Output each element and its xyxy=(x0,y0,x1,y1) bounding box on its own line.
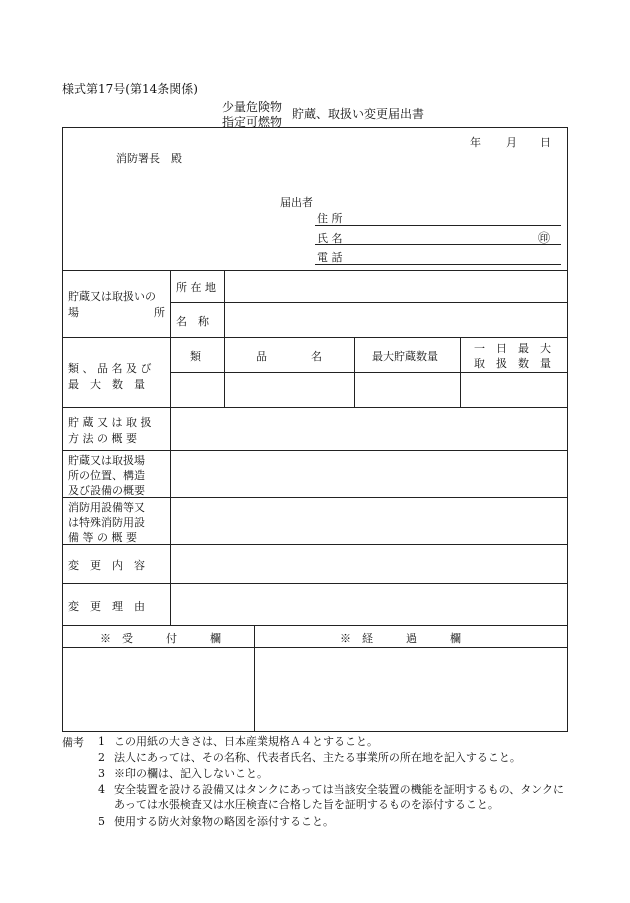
location-heading: 貯蔵又は取扱いの xyxy=(68,290,156,303)
note-item xyxy=(62,766,572,782)
title-line-1: 少量危険物 xyxy=(222,100,283,114)
form-number: 様式第17号(第14条関係) xyxy=(62,82,198,96)
table-column-divider xyxy=(224,337,225,407)
note-item xyxy=(62,814,572,830)
footer-column-divider xyxy=(254,625,255,732)
seal-mark: ㊞ xyxy=(538,231,551,245)
note-text: ※印の欄は、記入しないこと。 xyxy=(114,767,268,780)
column-header-daily-max-1: 一 日 最 大 xyxy=(474,342,551,355)
note-text: この用紙の大きさは、日本産業規格Ａ４とすること。 xyxy=(114,735,378,748)
notifier-label: 届出者 xyxy=(280,196,313,209)
addressee: 消防署長 殿 xyxy=(116,152,182,165)
progress-column-header: ※ 経 過 欄 xyxy=(340,632,461,645)
row-divider xyxy=(62,625,568,626)
name-row-label: 名 称 xyxy=(176,315,209,328)
row-divider xyxy=(170,372,568,373)
facility-label-line-1: 貯蔵又は取扱場 xyxy=(68,454,145,467)
facility-label-line-2: 所の位置、構造 xyxy=(68,469,145,482)
date-month: 月 xyxy=(506,136,517,149)
row-divider xyxy=(62,544,568,545)
row-divider xyxy=(62,450,568,451)
table-column-divider xyxy=(460,337,461,407)
note-item xyxy=(62,750,572,766)
name-label: 氏 名 xyxy=(317,232,343,245)
row-divider xyxy=(62,647,568,648)
address-label: 住 所 xyxy=(317,212,343,225)
note-item xyxy=(62,734,572,750)
note-item xyxy=(62,782,572,814)
row-divider xyxy=(62,270,568,271)
name-line xyxy=(315,244,561,245)
sub-label-divider xyxy=(224,270,225,337)
table-column-divider xyxy=(354,337,355,407)
note-text: 使用する防火対象物の略図を添付すること。 xyxy=(114,815,334,828)
column-header-max-storage: 最大貯蔵数量 xyxy=(372,350,438,363)
notes-heading: 備考 xyxy=(62,736,84,749)
change-reason-label: 変 更 理 由 xyxy=(68,600,145,613)
date-day: 日 xyxy=(540,136,551,149)
row-divider xyxy=(170,302,568,303)
method-label-line-2: 方 法 の 概 要 xyxy=(68,432,137,445)
reception-column-header: ※ 受 付 欄 xyxy=(100,632,221,645)
note-number: 1 xyxy=(98,735,105,748)
phone-line xyxy=(315,264,561,265)
date-year: 年 xyxy=(470,136,481,149)
fire-equipment-label-line-1: 消防用設備等又 xyxy=(68,501,145,514)
row-divider xyxy=(62,337,568,338)
location-heading-char-2: 所 xyxy=(154,306,165,319)
fire-equipment-label-line-3: 備 等 の 概 要 xyxy=(68,531,137,544)
fire-equipment-label-line-2: は特殊消防用設 xyxy=(68,516,145,529)
phone-label: 電 話 xyxy=(317,251,343,264)
address-line xyxy=(315,225,561,226)
change-content-label: 変 更 内 容 xyxy=(68,559,145,572)
address-row-label: 所 在 地 xyxy=(176,281,216,294)
form-title: 貯蔵、取扱い変更届出書 xyxy=(292,107,425,121)
facility-label-line-3: 及び設備の概要 xyxy=(68,484,145,497)
note-number: 3 xyxy=(98,767,105,780)
note-number: 4 xyxy=(98,783,105,796)
column-header-item: 品 名 xyxy=(256,350,322,363)
method-label-line-1: 貯 蔵 又 は 取 扱 xyxy=(68,416,152,429)
category-label-line-1: 類 、 品 名 及 び xyxy=(68,362,152,375)
note-text: 安全装置を設ける設備又はタンクにあっては当該安全装置の機能を証明するもの、タンクにあっては水張検査又は水圧検査に合格した旨を証明するものを添付すること。 xyxy=(114,783,565,811)
column-header-daily-max-2: 取 扱 数 量 xyxy=(474,357,551,370)
note-number: 5 xyxy=(98,815,105,828)
location-heading-char-1: 場 xyxy=(68,306,79,319)
note-text: 法人にあっては、その名称、代表者氏名、主たる事業所の所在地を記入すること。 xyxy=(114,751,521,764)
title-line-2: 指定可燃物 xyxy=(222,115,283,129)
row-divider xyxy=(62,583,568,584)
row-divider xyxy=(62,407,568,408)
note-number: 2 xyxy=(98,751,105,764)
column-header-class: 類 xyxy=(190,350,201,363)
category-label-line-2: 最 大 数 量 xyxy=(68,378,145,391)
label-column-divider xyxy=(170,270,171,625)
